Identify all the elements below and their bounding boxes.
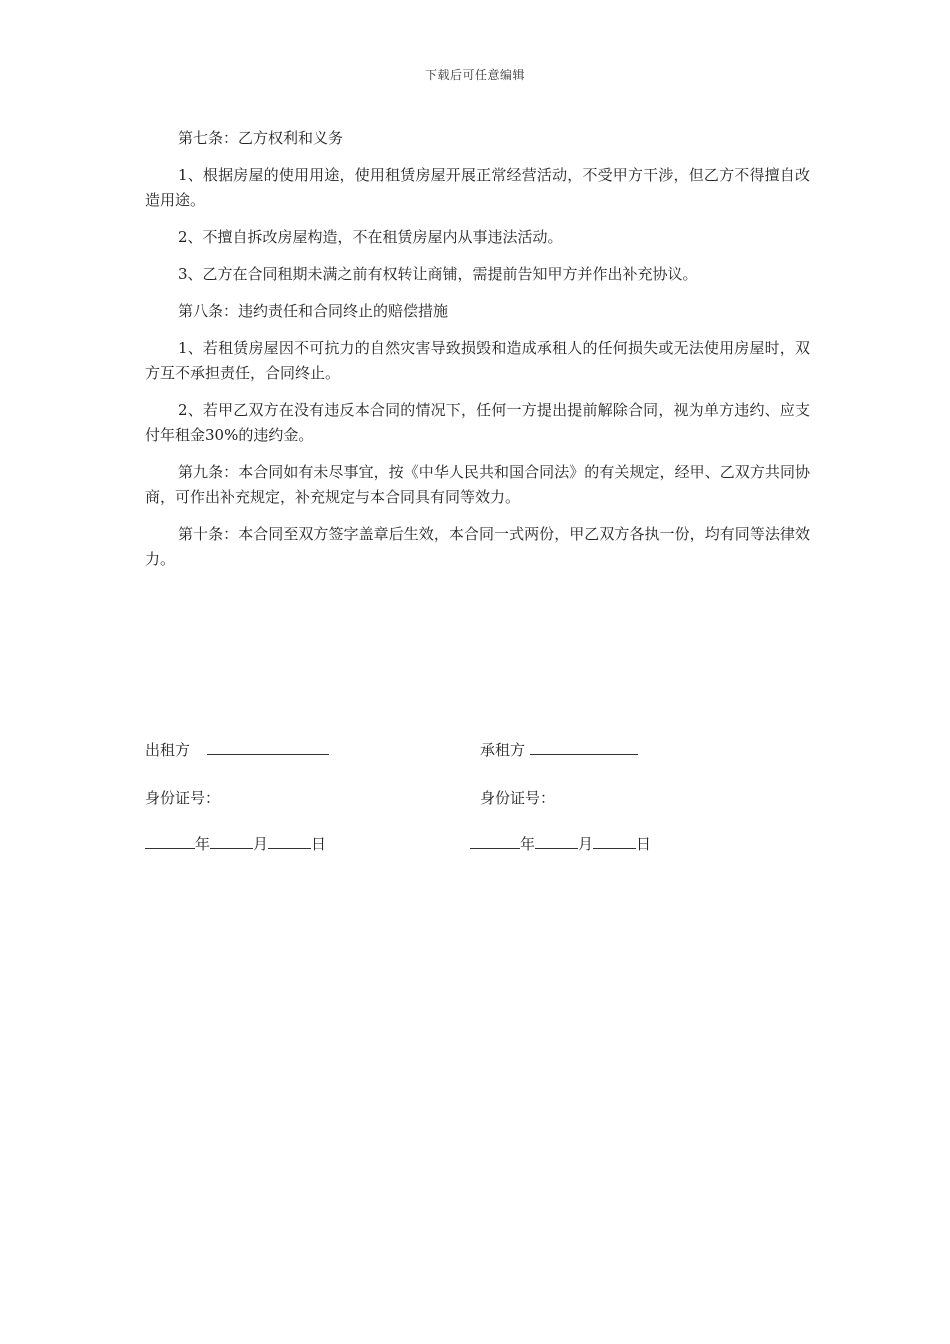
article-7-heading: 第七条：乙方权利和义务 [178, 129, 344, 147]
lessee-month-label: 月 [578, 835, 594, 853]
lessee-id-line [480, 788, 555, 808]
lessor-label: 出租方 [145, 741, 191, 759]
lessor-year-blank [145, 834, 195, 849]
article-10: 第十条：本合同至双方签字盖章后生效，本合同一式两份，甲乙双方各执一份，均有同等法律效力。 [145, 525, 810, 568]
lessor-id-line [145, 788, 220, 808]
article-8-heading: 第八条：违约责任和合同终止的赔偿措施 [178, 302, 449, 320]
lessee-day-blank [593, 834, 636, 849]
lessor-signature-blank [207, 740, 329, 755]
lessee-id-label: 身份证号： [480, 789, 556, 807]
lessor-date-line [145, 834, 326, 854]
lessee-signature-blank [530, 740, 638, 755]
lessee-year-blank [470, 834, 520, 849]
lessor-year-label: 年 [195, 835, 211, 853]
lessee-year-label: 年 [520, 835, 536, 853]
lessor-id-label: 身份证号： [145, 789, 221, 807]
article-9: 第九条：本合同如有未尽事宜，按《中华人民共和国合同法》的有关规定，经甲、乙双方共同协商，可作出补充规定，补充规定与本合同具有同等效力。 [145, 463, 810, 506]
lessee-month-blank [535, 834, 578, 849]
lessor-day-label: 日 [311, 835, 327, 853]
lessee-date-line [470, 834, 651, 854]
lessee-day-label: 日 [636, 835, 652, 853]
article-7-clause-2: 2、不擅自拆改房屋构造，不在租赁房屋内从事违法活动。 [178, 228, 563, 246]
article-7-clause-3: 3、乙方在合同租期未满之前有权转让商铺，需提前告知甲方并作出补充协议。 [178, 265, 698, 283]
lessor-signature-line [145, 740, 329, 760]
article-8-clause-2: 2、若甲乙双方在没有违反本合同的情况下，任何一方提出提前解除合同，视为单方违约、应支付年租金30%的违约金。 [145, 401, 810, 444]
article-7-clause-1: 1、根据房屋的使用用途，使用租赁房屋开展正常经营活动，不受甲方干涉，但乙方不得擅自改造用途。 [145, 166, 810, 209]
lessor-month-blank [210, 834, 253, 849]
lessor-day-blank [268, 834, 311, 849]
lessor-month-label: 月 [253, 835, 269, 853]
lessee-signature-line [480, 740, 638, 760]
article-8-clause-1: 1、若租赁房屋因不可抗力的自然灾害导致损毁和造成承租人的任何损失或无法使用房屋时，双方互不承担责任，合同终止。 [145, 339, 810, 382]
lessee-label: 承租方 [480, 741, 526, 759]
contract-body [145, 126, 810, 584]
header-note: 下载后可任意编辑 [424, 68, 525, 82]
